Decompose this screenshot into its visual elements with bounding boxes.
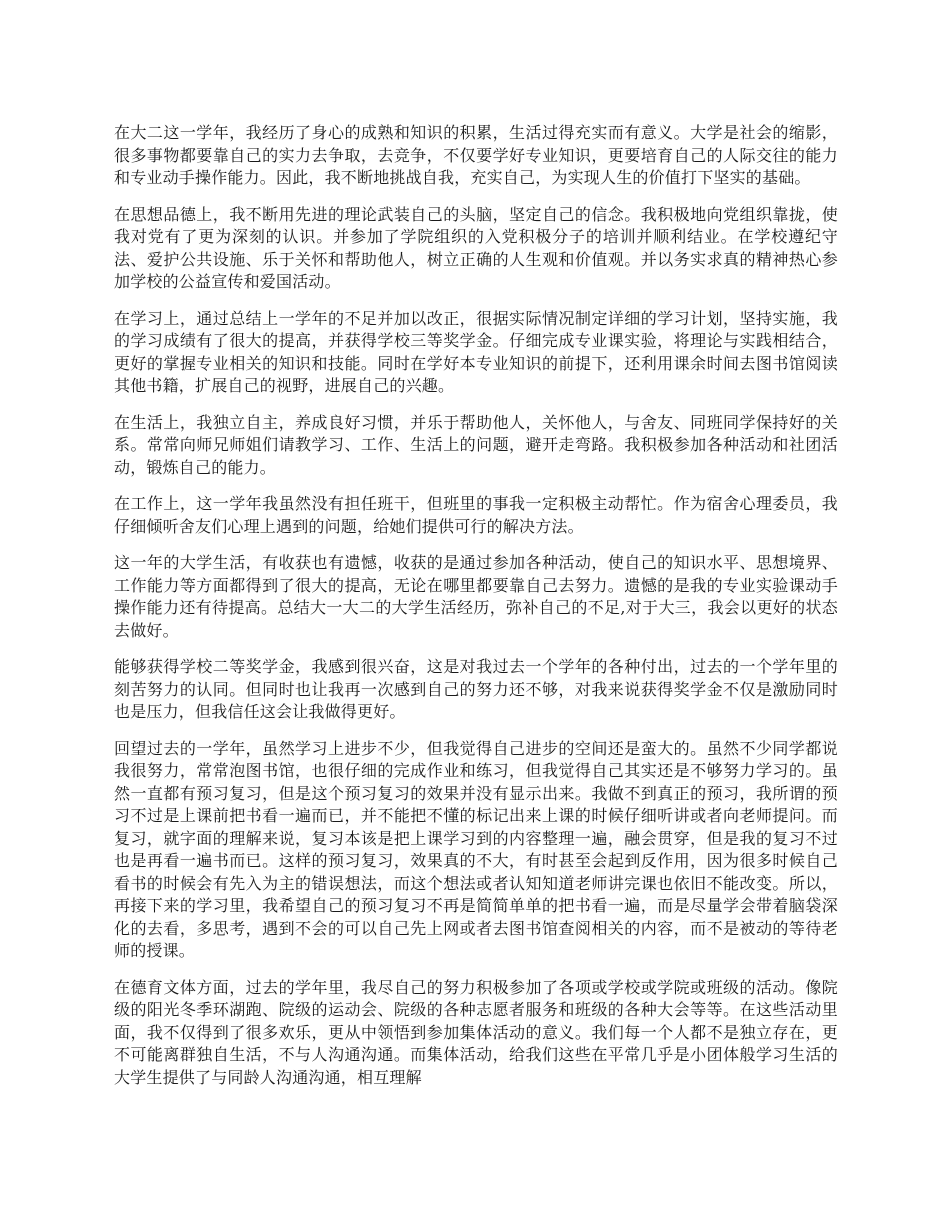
paragraph-1: 在大二这一学年，我经历了身心的成熟和知识的积累，生活过得充实而有意义。大学是社会的缩影，很多事物都要靠自己的实力去争取，去竞争，不仅要学好专业知识，更要培育自己的人际交往的能力和专业动手操作能力。因此，我不断地挑战自我，充实自己，为实现人生的价值打下坚实的基础。: [114, 123, 838, 187]
paragraph-4: 在生活上，我独立自主，养成良好习惯，并乐于帮助他人，关怀他人，与舍友、同班同学保持好的关系。常常向师兄师姐们请教学习、工作、生活上的问题，避开走弯路。我积极参加各种活动和社团活动，锻炼自己的能力。: [114, 412, 838, 477]
paragraph-3: 在学习上，通过总结上一学年的不足并加以改正，很据实际情况制定详细的学习计划，坚持实施，我的学习成绩有了很大的提高，并获得学校三等奖学金。仔细完成专业课实验，将理论与实践相结合，更好的掌握专业相关的知识和技能。同时在学好本专业知识的前提下，还利用课余时间去图书馆阅读其他书籍，扩展自己的视野，进展自己的兴趣。: [114, 308, 838, 395]
paragraph-9: 在德育文体方面，过去的学年里，我尽自己的努力积极参加了各项或学校或学院或班级的活动。像院级的阳光冬季环湖跑、院级的运动会、院级的各种志愿者服务和班级的各种大会等等。在这些活动里面，我不仅得到了很多欢乐，更从中领悟到参加集体活动的意义。我们每一个人都不是独立存在，更不可能离群独自生活，不与人沟通沟通。而集体活动，给我们这些在平常几乎是小团体般学习生活的大学生提供了与同龄人沟通沟通，相互理解: [114, 977, 838, 1087]
paragraph-7: 能够获得学校二等奖学金，我感到很兴奋，这是对我过去一个学年的各种付出，过去的一个学年里的刻苦努力的认同。但同时也让我再一次感到自己的努力还不够，对我来说获得奖学金不仅是激励同时也是压力，但我信任这会让我做得更好。: [114, 657, 838, 721]
document-body: [114, 122, 838, 1103]
paragraph-6: 这一年的大学生活，有收获也有遗憾，收获的是通过参加各种活动，使自己的知识水平、思想境界、工作能力等方面都得到了很大的提高，无论在哪里都要靠自己去努力。遗憾的是我的专业实验课动手操作能力还有待提高。总结大一大二的大学生活经历，弥补自己的不足,对于大三，我会以更好的状态去做好。: [114, 553, 838, 640]
paragraph-8: 回望过去的一学年，虽然学习上进步不少，但我觉得自己进步的空间还是蛮大的。虽然不少同学都说我很努力，常常泡图书馆，也很仔细的完成作业和练习，但我觉得自己其实还是不够努力学习的。虽然一直都有预习复习，但是这个预习复习的效果并没有显示出来。我做不到真正的预习，我所谓的预习不过是上课前把书看一遍而已，并不能把不懂的标记出来上课的时候仔细听讲或者向老师提问。而复习，就字面的理解来说，复习本该是把上课学习到的内容整理一遍，融会贯穿，但是我的复习不过也是再看一遍书而已。这样的预习复习，效果真的不大，有时甚至会起到反作用，因为很多时候自己看书的时候会有先入为主的错误想法，而这个想法或者认知知道老师讲完课也依旧不能改变。所以，再接下来的学习里，我希望自己的预习复习不再是简简单单的把书看一遍，而是尽量学会带着脑袋深化的去看，多思考，遇到不会的可以自己先上网或者去图书馆查阅相关的内容，而不是被动的等待老师的授课。: [114, 738, 838, 960]
paragraph-5: 在工作上，这一学年我虽然没有担任班干，但班里的事我一定积极主动帮忙。作为宿舍心理委员，我仔细倾听舍友们心理上遇到的问题，给她们提供可行的解决方法。: [114, 494, 838, 536]
paragraph-2: 在思想品德上，我不断用先进的理论武装自己的头脑，坚定自己的信念。我积极地向党组织靠拢，使我对党有了更为深刻的认识。并参加了学院组织的入党积极分子的培训并顺利结业。在学校遵纪守法、爱护公共设施、乐于关怀和帮助他人，树立正确的人生观和价值观。并以务实求真的精神热心参加学校的公益宣传和爱国活动。: [114, 204, 838, 291]
